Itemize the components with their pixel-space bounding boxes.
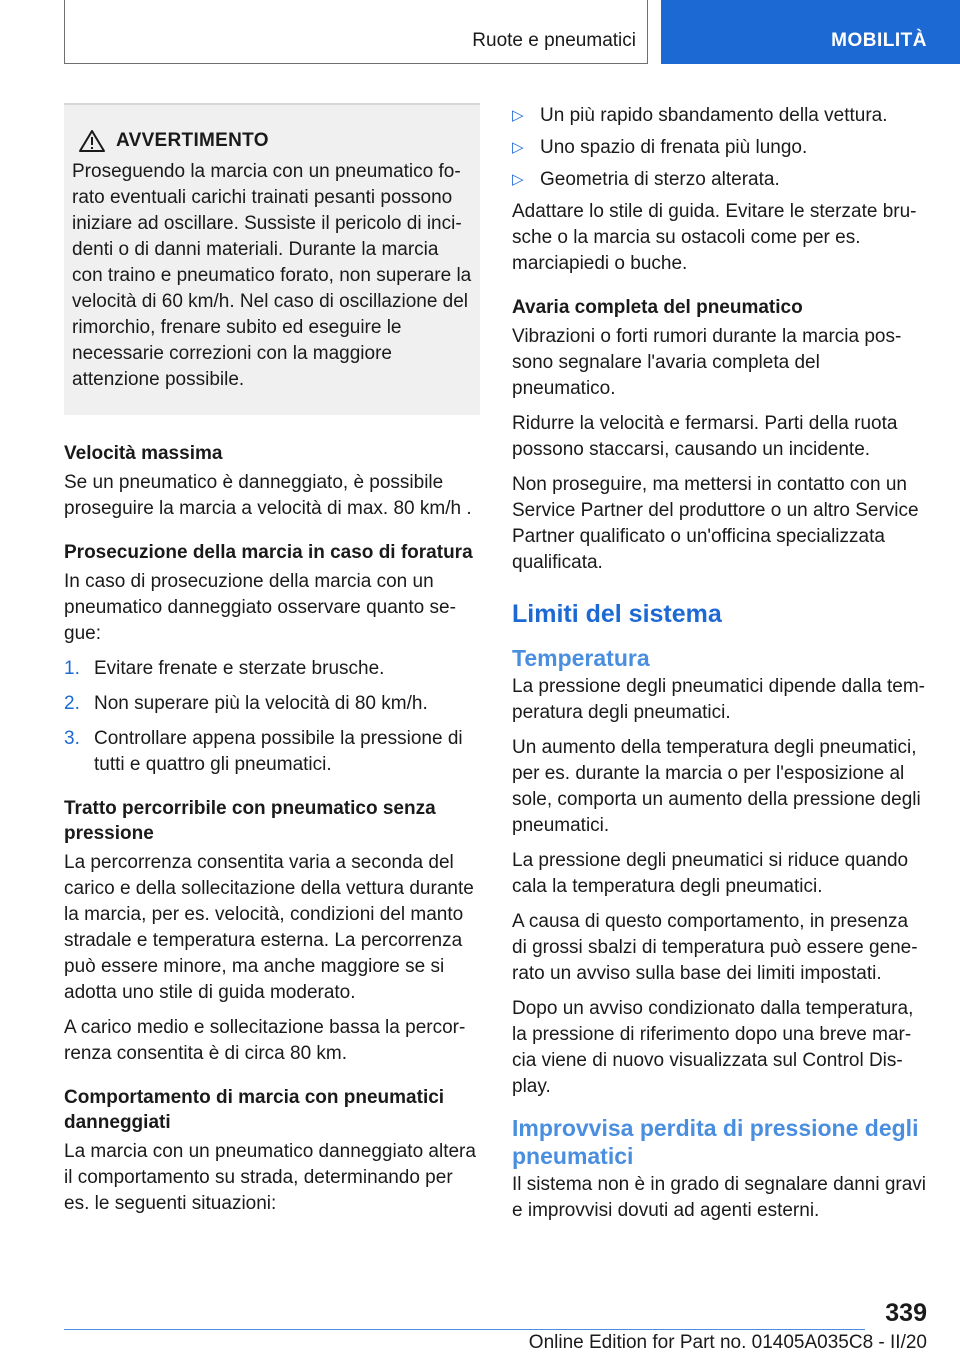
speed-text: Se un pneumatico è danneggiato, è possibile proseguire la marcia a velocità di max. 80 km/h . xyxy=(64,472,472,519)
step-text: Evitare frenate e sterzate brusche. xyxy=(94,658,385,679)
list-item xyxy=(64,726,480,778)
step-number: 3. xyxy=(64,728,80,749)
behaviour-text: La marcia con un pneumatico danneggiato altera il comportamento su strada, determinando per es. le seguenti situazioni: xyxy=(64,1141,476,1214)
temperature-text-1: La pressione degli pneumatici dipende dalla temperatura degli pneumatici. xyxy=(512,676,925,723)
temperature-text-2: Un aumento della temperatura degli pneumatici, per es. durante la marcia o per l'esposizione al sole, comporta un aumento della pressione degli pneumatici. xyxy=(512,737,921,836)
footer-divider xyxy=(64,1329,865,1330)
distance-heading: Tratto percorribile con pneumatico senza pressione xyxy=(64,798,436,844)
distance-text-2: A carico medio e sollecitazione bassa la percorrenza consentita è di circa 80 km. xyxy=(64,1017,466,1064)
failure-text-3: Non proseguire, ma mettersi in contatto con un Service Partner del produttore o un altro Service Partner qualificato o un'officina specializzata qualificata. xyxy=(512,474,919,573)
continue-heading: Prosecuzione della marcia in caso di foratura xyxy=(64,542,473,563)
left-column xyxy=(64,103,480,1226)
adapt-text: Adattare lo stile di guida. Evitare le sterzate brusche o la marcia su ostacoli come per es. marciapiedi o buche. xyxy=(512,201,917,274)
pressure-loss-text: Il sistema non è in grado di segnalare danni gravi e improvvisi dovuti ad agenti esterni. xyxy=(512,1174,927,1221)
limits-heading: Limiti del sistema xyxy=(512,600,722,628)
step-text: Non superare più la velocità di 80 km/h. xyxy=(94,693,428,714)
steps-list xyxy=(64,656,480,778)
failure-text-2: Ridurre la velocità e fermarsi. Parti della ruota possono staccarsi, causando un incidente. xyxy=(512,413,898,460)
pressure-loss-heading: Improvvisa perdita di pressione degli pneumatici xyxy=(512,1115,919,1169)
situations-list xyxy=(512,103,928,193)
bullet-text: Uno spazio di frenata più lungo. xyxy=(540,137,808,158)
continue-text: In caso di prosecuzione della marcia con un pneumatico danneggiato osservare quanto segue: xyxy=(64,571,456,644)
triangle-bullet-icon: ▷ xyxy=(512,171,524,188)
warning-box xyxy=(64,103,480,415)
behaviour-heading: Comportamento di marcia con pneumatici danneggiati xyxy=(64,1087,445,1133)
list-item xyxy=(512,135,928,161)
list-item xyxy=(64,656,480,682)
temperature-text-3: La pressione degli pneumatici si riduce quando cala la temperatura degli pneumatici. xyxy=(512,850,909,897)
list-item xyxy=(512,103,928,129)
warning-title: AVVERTIMENTO xyxy=(116,130,269,151)
failure-heading: Avaria completa del pneumatico xyxy=(512,297,803,318)
header-section-title: Ruote e pneumatici xyxy=(472,30,636,51)
warning-text: Proseguendo la marcia con un pneumatico forato eventuali carichi trainati pesanti possono iniziare ad oscillare. Sussiste il pericolo di incidenti o di danni materiali. Durante la marcia con traino e pneumatico forato, non superare la velocità di 60 km/h. Nel caso di oscillazione del rimorchio, frenare subito ed eseguire le necessarie correzioni con la maggiore attenzione possibile. xyxy=(72,161,472,390)
step-number: 1. xyxy=(64,658,80,679)
step-number: 2. xyxy=(64,693,80,714)
step-text: Controllare appena possibile la pressione di tutti e quattro gli pneumatici. xyxy=(94,728,463,775)
temperature-heading: Temperatura xyxy=(512,645,650,671)
warning-header xyxy=(72,129,472,153)
bullet-text: Geometria di sterzo alterata. xyxy=(540,169,780,190)
list-item xyxy=(512,167,928,193)
warning-triangle-icon xyxy=(78,129,106,153)
list-item xyxy=(64,691,480,717)
triangle-bullet-icon: ▷ xyxy=(512,107,524,124)
header-tab-label: MOBILITÀ xyxy=(831,30,927,51)
page-number: 339 xyxy=(885,1299,927,1327)
footer-edition: Online Edition for Part no. 01405A035C8 - II/20 xyxy=(528,1332,927,1353)
bullet-text: Un più rapido sbandamento della vettura. xyxy=(540,105,888,126)
temperature-text-5: Dopo un avviso condizionato dalla temperatura, la pressione di riferimento dopo una breve marcia viene di nuovo visualizzata sul Control Display. xyxy=(512,998,914,1097)
failure-text-1: Vibrazioni o forti rumori durante la marcia possono segnalare l'avaria completa del pneumatico. xyxy=(512,326,902,399)
speed-heading: Velocità massima xyxy=(64,443,223,464)
header-tab[interactable] xyxy=(661,0,960,64)
triangle-bullet-icon: ▷ xyxy=(512,139,524,156)
right-column xyxy=(512,103,928,1233)
distance-text-1: La percorrenza consentita varia a seconda del carico e della sollecitazione della vettura durante la marcia, per es. velocità, condizioni del manto stradale e temperatura esterna. La percorrenza può essere minore, ma anche maggiore se si adotta uno stile di guida moderato. xyxy=(64,852,474,1003)
temperature-text-4: A causa di questo comportamento, in presenza di grossi sbalzi di temperatura può essere generato un avviso sulla base dei limiti impostati. xyxy=(512,911,918,984)
